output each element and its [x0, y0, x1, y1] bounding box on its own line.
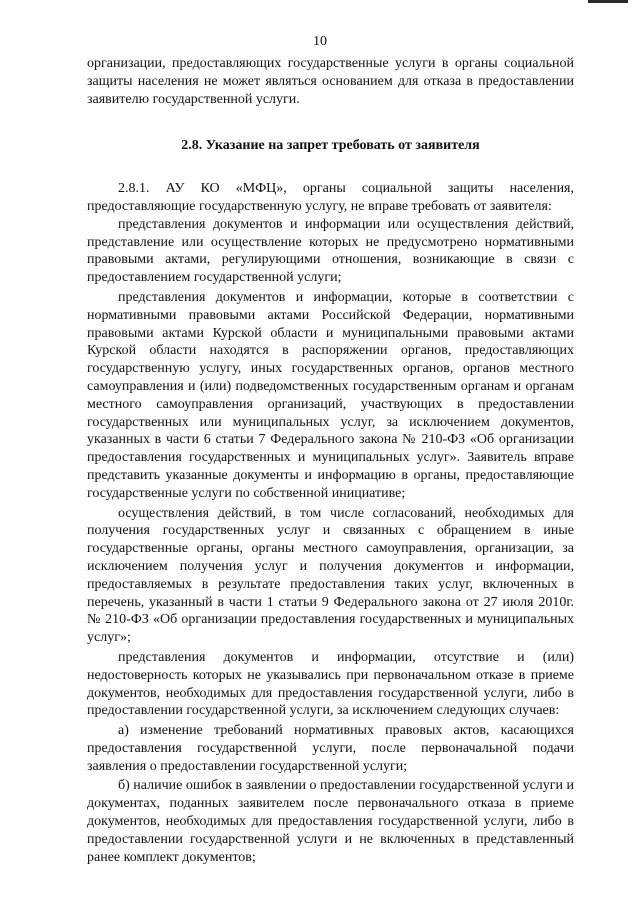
clause-intro: 2.8.1. АУ КО «МФЦ», органы социальной защиты населения, предоставляющие государственную услугу, не вправе требовать от заявителя:: [87, 181, 574, 214]
list-item: а) изменение требований нормативных правовых актов, касающихся предоставления государственной услуги, после первоначальной подачи заявления о предоставлении государственной услуги;: [87, 723, 574, 774]
list-item: представления документов и информации или осуществления действий, представление или осуществление которых не предусмотрено нормативными правовыми актами, регулирующими отношения, возникающие в связи с предоставлением государственной услуги;: [87, 216, 574, 286]
scan-edge-mark: [588, 0, 628, 3]
list-item: б) наличие ошибок в заявлении о предоставлении государственной услуги и документах, поданных заявителем после первоначального отказа в приеме документов, необходимых для предоставления государственной услуги, либо в предоставлении государственной услуги и не включенных в представленный ранее комплект документов;: [87, 778, 574, 865]
paragraph-continuation: организации, предоставляющих государственные услуги в органы социальной защиты населения не может являться основанием для отказа в предоставлении заявителю государственной услуги.: [87, 56, 574, 107]
list-item: осуществления действий, в том числе согласований, необходимых для получения государственных услуг и связанных с обращением в иные государственные органы, органы местного самоуправления, организации, за исключением получения услуг и получения документов и информации, предоставляемых в результате предоставления таких услуг, включенных в перечень, указанный в части 1 статьи 9 Федерального закона от 27 июля 2010г. № 210-ФЗ «Об организации предоставления государственных и муниципальных услуг»;: [87, 505, 574, 646]
list-item: представления документов и информации, отсутствие и (или) недостоверность которых не указывались при первоначальном отказе в приеме документов, необходимых для предоставления государственной услуги, либо в предоставлении государственной услуги, за исключением следующих случаев:: [87, 649, 574, 719]
document-body: [87, 55, 574, 866]
page-number: 10: [313, 34, 327, 49]
section-heading: 2.8. Указание на запрет требовать от заявителя: [181, 138, 480, 154]
list-item: представления документов и информации, которые в соответствии с нормативными правовыми актами Российской Федерации, нормативными правовыми актами Курской области и муниципальными правовыми актами Курской области находятся в распоряжении органов, предоставляющих государственную услугу, иных государственных органов, органов местного самоуправления и (или) подведомственных государственным органам и органам местного самоуправления организаций, участвующих в предоставлении государственных или муниципальных услуг, за исключением документов, указанных в части 6 статьи 7 Федерального закона № 210-ФЗ «Об организации предоставления государственных и муниципальных услуг». Заявитель вправе представить указанные документы и информацию в органы, предоставляющие государственные услуги по собственной инициативе;: [87, 289, 574, 501]
